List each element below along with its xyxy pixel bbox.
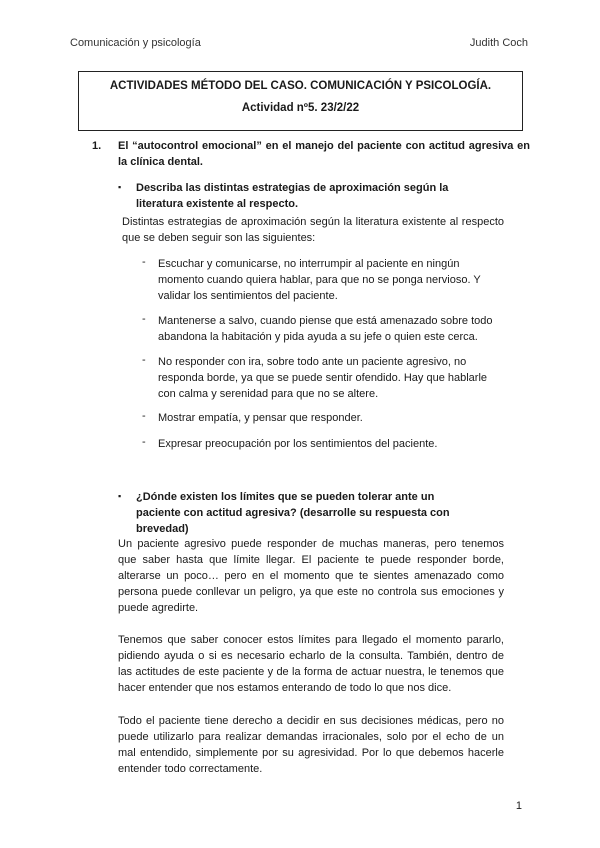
list-item: Escuchar y comunicarse, no interrumpir al paciente en ningún momento cuando quiera hablar, para que no se ponga nervioso. Y validar los sentimientos del paciente. <box>158 258 481 302</box>
subquestion-1: Describa las distintas estrategias de aproximación según la literatura existente al respecto. <box>136 182 449 210</box>
square-bullet-icon: ▪ <box>118 182 122 192</box>
answer-paragraph-1: Un paciente agresivo puede responder de muchas maneras, pero tenemos que saber hasta que límite llegar. El paciente te puede responder borde, alterarse un poco… pero en el momento que te sientes amenazado como persona puede conllevar un peligro, ya que este no controla sus emociones y puede agredirte. <box>118 538 504 614</box>
dash-bullet-icon: - <box>142 436 146 448</box>
subquestion-1-intro: Distintas estrategias de aproximación según la literatura existente al respecto que se deben seguir son las siguientes: <box>122 216 504 244</box>
title-line1: ACTIVIDADES MÉTODO DEL CASO. COMUNICACIÓN Y PSICOLOGÍA. <box>109 80 492 92</box>
answer-paragraph-2: Tenemos que saber conocer estos límites para llegado el momento pararlo, pidiendo ayuda o si es necesario echarlo de la consulta. También, dentro de las actitudes de este paciente y de la forma de actuar nuestra, le tenemos que hacer entender que nos estamos enterando de todo lo que nos dice. <box>118 634 504 694</box>
header-right: Judith Coch <box>469 37 528 49</box>
list-item: No responder con ira, sobre todo ante un paciente agresivo, no responda borde, ya que se puede sentir ofendido. Hay que hablarle con calma y serenidad para que no se altere. <box>158 356 488 400</box>
list-item: Mostrar empatía, y pensar que responder. <box>158 412 363 424</box>
subquestion-2: ¿Dónde existen los límites que se pueden tolerar ante un paciente con actitud agresiva? (desarrolle su respuesta con brevedad) <box>136 491 450 535</box>
dash-bullet-icon: - <box>142 313 146 325</box>
dash-bullet-icon: - <box>142 354 146 366</box>
title-box <box>78 71 523 131</box>
list-item: Mantenerse a salvo, cuando piense que está amenazado sobre todo abandona la habitación y pida ayuda a su jefe o quien este cerca. <box>158 315 493 343</box>
title-line2: Actividad nº5. 23/2/22 <box>241 102 360 114</box>
question-text: El “autocontrol emocional” en el manejo del paciente con actitud agresiva en la clínica dental. <box>118 140 530 168</box>
answer-paragraph-3: Todo el paciente tiene derecho a decidir en sus decisiones médicas, pero no puede utilizarlo para realizar demandas irracionales, solo por el echo de un mal entendido, simplemente por su agresividad. Por lo que debemos hacerle entender todo correctamente. <box>118 715 504 775</box>
dash-bullet-icon: - <box>142 256 146 268</box>
dash-bullet-icon: - <box>142 410 146 422</box>
question-number: 1. <box>92 140 102 152</box>
square-bullet-icon: ▪ <box>118 491 122 501</box>
list-item: Expresar preocupación por los sentimientos del paciente. <box>158 438 438 450</box>
page-number: 1 <box>515 800 522 812</box>
header-left: Comunicación y psicología <box>70 37 201 49</box>
